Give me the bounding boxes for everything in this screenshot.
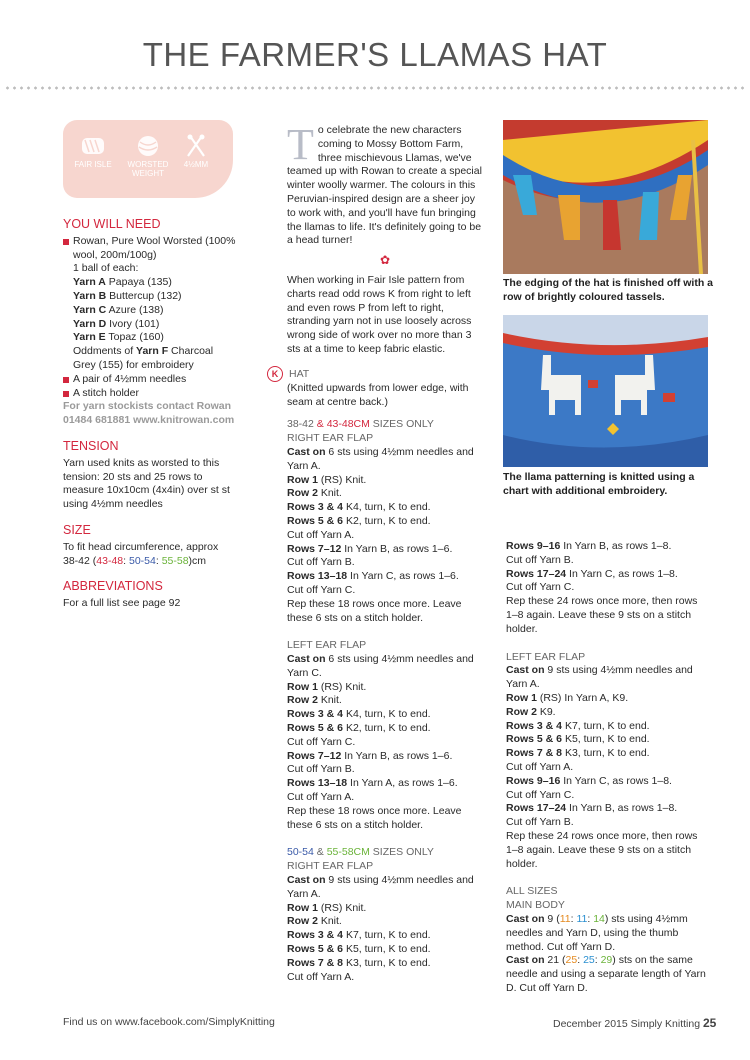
list-item: Yarn D Ivory (101)	[73, 317, 160, 330]
info-badge	[63, 120, 233, 198]
dotted-divider	[4, 86, 746, 90]
right-ear-flap-heading: RIGHT EAR FLAP	[287, 432, 374, 445]
stockists-text: For yarn stockists contact Rowan 01484 681881 www.knitrowan.com	[63, 400, 235, 427]
list-item: Yarn B Buttercup (132)	[73, 289, 182, 302]
tassels-caption: The edging of the hat is finished off with a row of brightly coloured tassels.	[503, 277, 713, 303]
main-column: To celebrate the new characters coming to Mossy Bottom Farm, three mischievous Llamas, we've teamed up with Rowan to create a special winter woolly warmer. The colours in this Peruvian-inspired design are a sheer joy to work with, and you'll have fun bringing the llamas to life. It's definitely going to be a head turner! ✿ When working in Fair Isle pattern from charts read odd rows K from right to left and even rows P from left to right, stranding yarn not in use loosely across wrong side of work over no more than 3 sts at a time to keep fabric elastic. K HAT (Knitted upwards from lower edge, with seam at centre back.) 38-42 & 43-48CM SIZES ONLY RIGHT EAR FLAP Cast on 6 sts using 4½mm needles and Yarn A. Row 1 (RS) Knit. Row 2 Knit. Rows 3 & 4 K4, turn, K to end. Rows 5 & 6 K2, turn, K to end. Cut off Yarn A. Rows 7–12 In Yarn B, as rows 1–6. Cut off Yarn B. Rows 13–18 In Yarn C, as rows 1–6. Cut off Yarn C. Rep these 18 rows once more. Leave these 6 sts on a stitch holder. LEFT EAR FLAP Cast on 6 sts using 4½mm needles and Yarn C. Row 1 (RS) Knit. Row 2 Knit. Rows 3 & 4 K4, turn, K to end. Rows 5 & 6 K2, turn, K to end. Cut off Yarn C. Rows 7–12 In Yarn B, as rows 1–6. Cut off Yarn B. Rows 13–18 In Yarn A, as rows 1–6. Cut off Yarn A. Rep these 18 rows once more. Leave these 6 sts on a stitch holder. 50-54 & 55-58CM SIZES ONLY RIGHT EAR FLAP Cast on 9 sts using 4½mm needles and Yarn A. Row 1 (RS) Knit. Row 2 Knit. Rows 3 & 4 K7, turn, K to end. Rows 5 & 6 K5, turn, K to end. Rows 7 & 8 K3, turn, K to end. Cut off Yarn A.	[287, 124, 483, 984]
you-will-need-heading: YOU WILL NEED	[63, 217, 161, 231]
all-sizes-heading: ALL SIZES	[506, 885, 558, 898]
left-ear-flap-heading-2: LEFT EAR FLAP	[506, 650, 586, 663]
list-item: Yarn C Azure (138)	[73, 303, 164, 316]
needle-size-label: 4½MM	[183, 160, 209, 169]
fair-isle-label: FAIR ISLE	[74, 160, 112, 169]
fair-isle-item	[65, 134, 121, 169]
ornament-icon: ✿	[379, 253, 391, 268]
list-item: A pair of 4½mm needles	[63, 373, 238, 387]
list-item: Yarn A Papaya (135)	[73, 276, 172, 289]
tension-heading: TENSION	[63, 438, 119, 453]
intro-text: To celebrate the new characters coming to Mossy Bottom Farm, three mischievous Llamas, we've teamed up with Rowan to create a special winter woolly warmer. The colours in this Peruvian-inspired design are a sheer joy to work with, and you'll have fun bringing the llamas to life. It's definitely going to be a head turner!	[287, 120, 482, 247]
yarn-skein-icon	[79, 134, 107, 158]
list-item: Oddments of Yarn F Charcoal Grey (155) for embroidery	[73, 345, 214, 371]
footer-issue: December 2015 Simply Knitting 25	[553, 1016, 717, 1030]
llama-caption: The llama patterning is knitted using a chart with additional embroidery.	[503, 471, 695, 497]
hat-heading: K HAT	[287, 366, 483, 382]
needle-size-item	[168, 134, 224, 169]
list-item: Yarn E Topaz (160)	[73, 331, 164, 344]
main-body-heading: MAIN BODY	[506, 899, 565, 912]
drop-cap: T	[287, 120, 314, 169]
hat-note: (Knitted upwards from lower edge, with seam at centre back.)	[287, 381, 469, 408]
size-group-heading-2: 50-54 & 55-58CM SIZES ONLY	[287, 846, 434, 859]
llama-photo	[503, 315, 708, 467]
tension-text: Yarn used knits as worsted to this tension: 20 sts and 25 rows to measure 10x10cm (4x4in) over st st using 4½mm needles	[63, 456, 230, 511]
right-ear-flap-heading-2: RIGHT EAR FLAP	[287, 860, 374, 873]
left-ear-flap-heading: LEFT EAR FLAP	[287, 639, 367, 652]
abbreviations-text: For a full list see page 92	[63, 597, 181, 610]
page-title: THE FARMER'S LLAMAS HAT	[142, 36, 608, 73]
size-text: To fit head circumference, approx	[63, 540, 219, 553]
abbreviations-heading: ABBREVIATIONS	[63, 579, 163, 594]
k-badge-icon: K	[267, 366, 283, 382]
materials-list	[63, 235, 238, 401]
footer-facebook-link[interactable]: Find us on www.facebook.com/SimplyKnitting	[63, 1016, 275, 1028]
right-column: Rows 9–16 In Yarn B, as rows 1–8. Cut off Yarn B. Rows 17–24 In Yarn C, as rows 1–8. Cut off Yarn C. Rep these 24 rows once more, then rows 1–8 again. Leave these 9 sts on a stitch holder. LEFT EAR FLAP Cast on 9 sts using 4½mm needles and Yarn A. Row 1 (RS) In Yarn A, K9. Row 2 K9. Rows 3 & 4 K7, turn, K to end. Rows 5 & 6 K5, turn, K to end. Rows 7 & 8 K3, turn, K to end. Cut off Yarn A. Rows 9–16 In Yarn C, as rows 1–8. Cut off Yarn C. Rows 17–24 In Yarn B, as rows 1–8. Cut off Yarn B. Rep these 24 rows once more, then rows 1–8 again. Leave these 9 sts on a stitch holder. ALL SIZES MAIN BODY Cast on 9 (11: 11: 14) sts using 4½mm needles and Yarn D, using the thumb method. Cut off Yarn D. Cast on 21 (25: 25: 29) sts on the same needle and using a separate length of Yarn D. Cut off Yarn D.	[506, 540, 706, 994]
list-item: A stitch holder	[63, 387, 238, 401]
tassels-photo	[503, 120, 708, 274]
worsted-label: WORSTED WEIGHT	[127, 160, 169, 178]
size-values: 38-42 (43-48: 50-54: 55-58)cm	[63, 554, 207, 567]
needles-icon	[182, 134, 210, 158]
sidebar-column	[63, 218, 238, 611]
page-number: 25	[703, 1016, 717, 1030]
size-heading: SIZE	[63, 522, 91, 537]
list-item: Rowan, Pure Wool Worsted (100% wool, 200m/100g)	[63, 235, 238, 263]
size-group-heading: 38-42 & 43-48CM SIZES ONLY	[287, 418, 434, 431]
yarn-ball-icon	[134, 134, 162, 158]
fair-isle-note: When working in Fair Isle pattern from charts read odd rows K from right to left and even rows P from left to right, stranding yarn not in use loosely across wrong side of work over no more than 3 sts at a time to keep fabric elastic.	[287, 273, 472, 355]
list-item: 1 ball of each:	[73, 262, 139, 275]
